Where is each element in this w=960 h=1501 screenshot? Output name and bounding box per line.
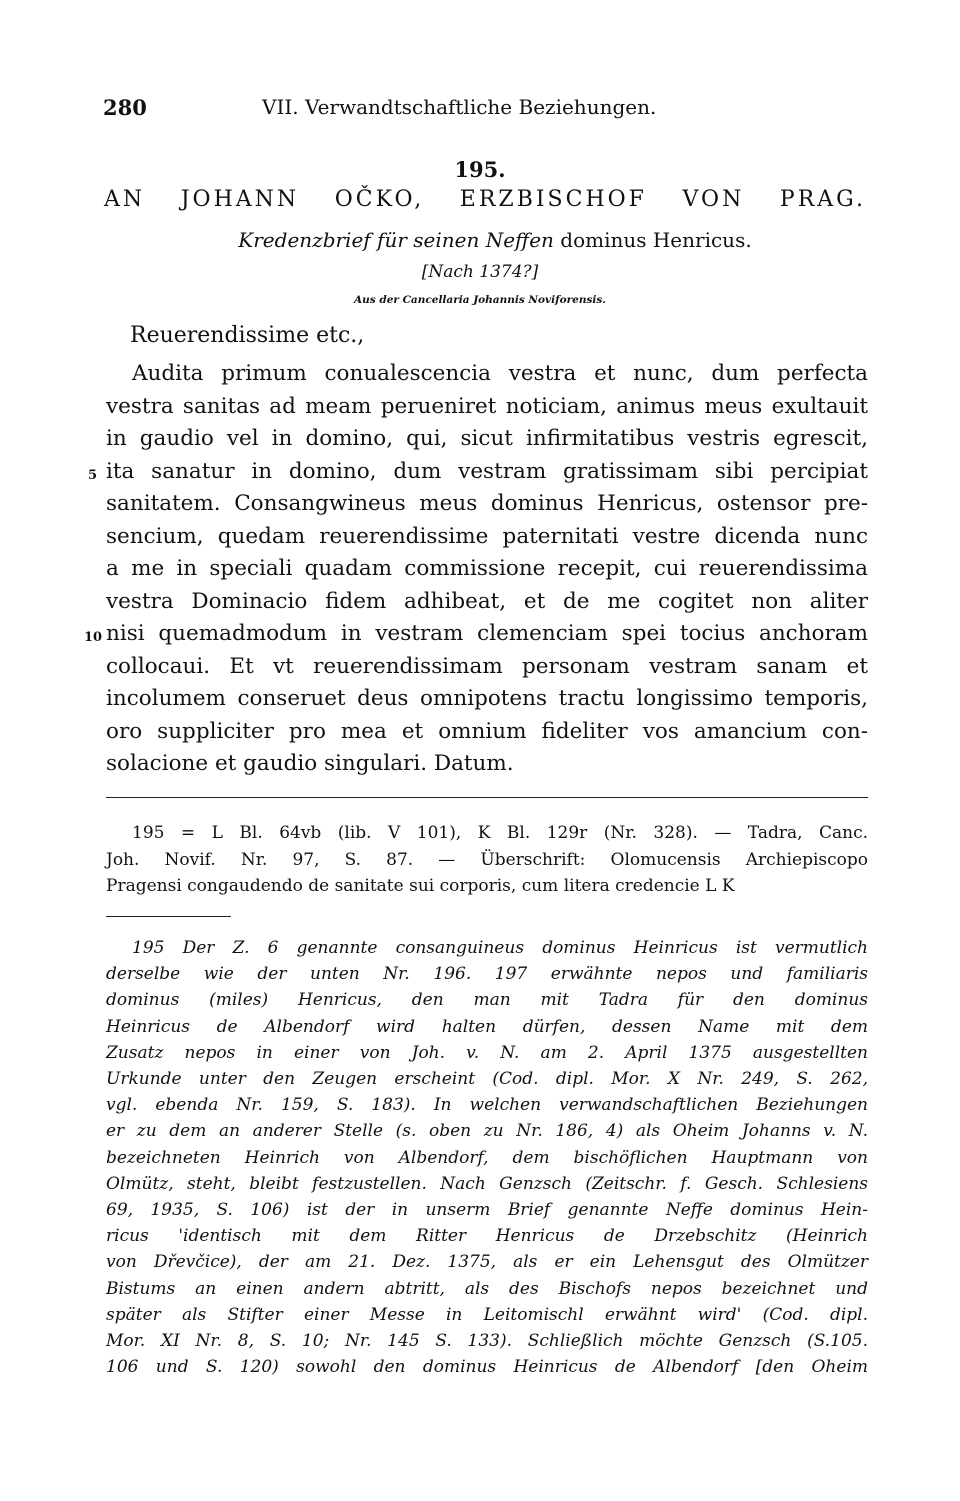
commentary-divider <box>106 916 231 917</box>
title-word: JOHANN <box>180 187 300 212</box>
salutation: Reuerendissime etc., <box>130 323 365 348</box>
document-source: Aus der Cancellaria Johannis Noviforensis. <box>354 294 606 306</box>
running-title: VII. Verwandtschaftliche Beziehungen. <box>262 95 657 119</box>
commentary-line: von Dřevčice), der am 21. Dez. 1375, als er ein Lehensgut des Olmützer <box>106 1252 868 1273</box>
document-number: 195. <box>454 157 506 182</box>
commentary-line: vgl. ebenda Nr. 159, S. 183). In welchen verwandschaftlichen Beziehungen <box>106 1095 868 1116</box>
title-word: VON <box>682 187 745 212</box>
title-word: PRAG. <box>779 187 866 212</box>
line-number: 10 <box>84 630 103 645</box>
letter-line: nisi quemadmodum in vestram clemenciam spei tocius anchoram <box>106 621 868 646</box>
commentary-line: er zu dem an anderer Stelle (s. oben zu Nr. 186, 4) als Oheim Johanns v. N. <box>106 1121 868 1142</box>
title-word: ERZBISCHOF <box>459 187 647 212</box>
line-number: 5 <box>88 467 98 483</box>
apparatus-line: Joh. Novif. Nr. 97, S. 87. — Überschrift: Olomucensis Archiepiscopo <box>106 849 868 870</box>
commentary-line: 69, 1935, S. 106) ist der in unserm Brief genannte Neffe dominus Hein- <box>106 1200 868 1220</box>
letter-line: incolumem conseruet deus omnipotens tractu longissimo temporis, <box>106 686 868 711</box>
letter-line: in gaudio vel in domino, qui, sicut infirmitatibus vestris egrescit, <box>106 426 868 451</box>
document-date: [Nach 1374?] <box>421 262 539 282</box>
commentary-line: später als Stifter einer Messe in Leitomischl erwähnt wird' (Cod. dipl. <box>106 1304 868 1325</box>
letter-line: vestra sanitas ad meam perueniret noticiam, animus meus exultauit <box>106 393 868 419</box>
letter-line: ita sanatur in domino, dum vestram gratissimam sibi percipiat <box>106 458 868 484</box>
commentary-line: Olmütz, steht, bleibt festzustellen. Nach Genzsch (Zeitschr. f. Gesch. Schlesiens <box>106 1173 868 1194</box>
letter-line: sencium, quedam reuerendissime paternitati vestre dicenda nunc <box>106 523 868 549</box>
commentary-line: dominus (miles) Henricus, den man mit Tadra für den dominus <box>106 990 868 1011</box>
apparatus-line: Pragensi congaudendo de sanitate sui corporis, cum litera credencie L K <box>106 876 735 896</box>
letter-line: vestra Dominacio fidem adhibeat, et de me cogitet non aliter <box>106 588 868 614</box>
commentary-line: 195 Der Z. 6 genannte consanguineus dominus Heinricus ist vermutlich <box>132 938 868 958</box>
commentary-line: derselbe wie der unten Nr. 196. 197 erwähnte nepos und familiaris <box>106 964 868 985</box>
apparatus-line: 195 = L Bl. 64vb (lib. V 101), K Bl. 129r (Nr. 328). — Tadra, Canc. <box>132 823 868 843</box>
document-title <box>104 187 866 212</box>
letter-line: collocaui. Et vt reuerendissimam personam vestram sanam et <box>106 653 868 679</box>
commentary-line: 106 und S. 120) sowohl den dominus Heinricus de Albendorf [den Oheim <box>106 1357 868 1378</box>
commentary-line: Mor. XI Nr. 8, S. 10; Nr. 145 S. 133). Schließlich möchte Genzsch (S.105. <box>106 1331 868 1351</box>
apparatus-divider <box>106 797 868 798</box>
letter-line: solacione et gaudio singulari. Datum. <box>106 751 514 776</box>
commentary-line: ricus 'identisch mit dem Ritter Henricus de Drzebschitz (Heinrich <box>106 1226 868 1247</box>
document-subtitle: Kredenzbrief für seinen Neffen dominus Henricus. <box>238 228 752 252</box>
commentary-line: Urkunde unter den Zeugen erscheint (Cod. dipl. Mor. X Nr. 249, S. 262, <box>106 1069 868 1089</box>
commentary-line: Zusatz nepos in einer von Joh. v. N. am 2. April 1375 ausgestellten <box>106 1042 868 1063</box>
letter-line: a me in speciali quadam commissione recepit, cui reuerendissima <box>106 556 868 581</box>
commentary-line: bezeichneten Heinrich von Albendorf, dem bischöflichen Hauptmann von <box>106 1147 868 1168</box>
letter-line: sanitatem. Consangwineus meus dominus Henricus, ostensor pre- <box>106 491 868 516</box>
title-word: OČKO, <box>334 187 425 212</box>
commentary-line: Heinricus de Albendorf wird halten dürfen, dessen Name mit dem <box>106 1016 868 1037</box>
letter-line: oro suppliciter pro mea et omnium fideliter vos amancium con- <box>106 718 868 744</box>
commentary-line: Bistums an einen andern abtritt, als des Bischofs nepos bezeichnet und <box>106 1278 868 1299</box>
title-word: AN <box>104 187 146 212</box>
letter-line: Audita primum conualescencia vestra et nunc, dum perfecta <box>132 361 868 386</box>
page-number: 280 <box>103 95 147 120</box>
